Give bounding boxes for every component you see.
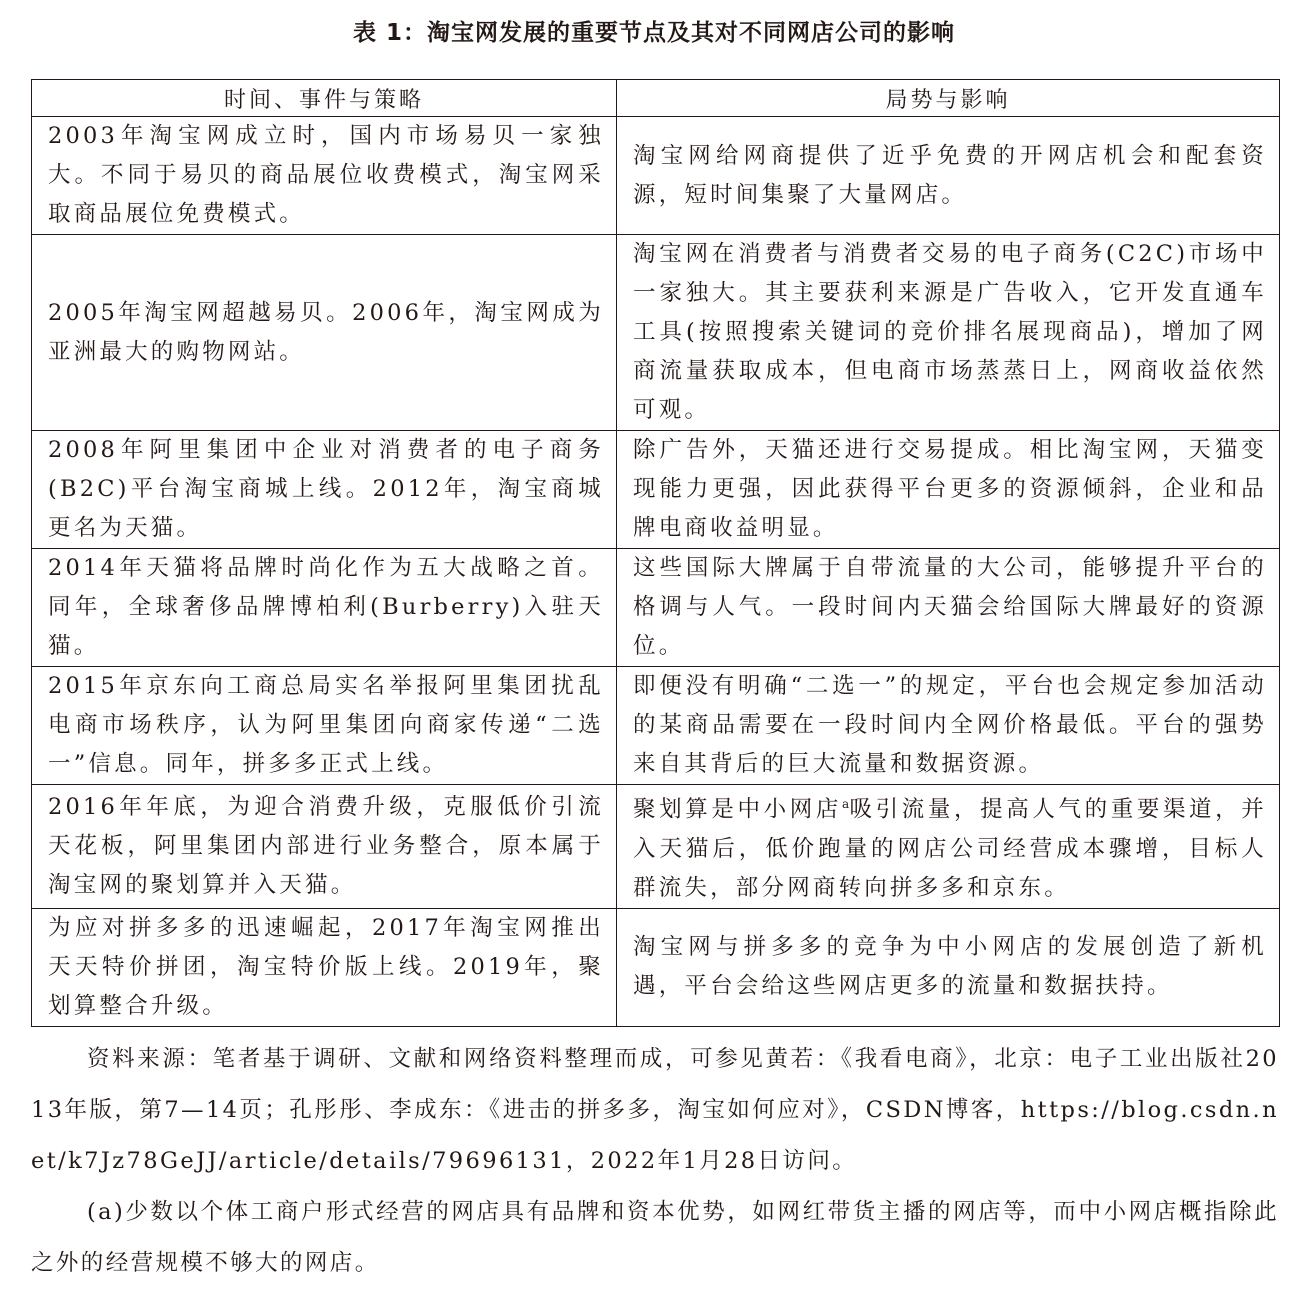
table-row [32,667,1280,785]
events-table [31,79,1280,1027]
impact-cell [617,785,1280,909]
event-cell: 为应对拼多多的迅速崛起，2017年淘宝网推出天天特价拼团，淘宝特价版上线。2019年，聚划算整合升级。 [32,908,617,1026]
event-cell: 2005年淘宝网超越易贝。2006年，淘宝网成为亚洲最大的购物网站。 [32,235,617,431]
event-cell: 2014年天猫将品牌时尚化作为五大战略之首。同年，全球奢侈品牌博柏利(Burberry)入驻天猫。 [32,549,617,667]
impact-cell: 即便没有明确“二选一”的规定，平台也会规定参加活动的某商品需要在一段时间内全网价格最低。平台的强势来自其背后的巨大流量和数据资源。 [617,667,1280,785]
table-row [32,549,1280,667]
impact-cell: 淘宝网与拼多多的竞争为中小网店的发展创造了新机遇，平台会给这些网店更多的流量和数据扶持。 [617,908,1280,1026]
table-row [32,235,1280,431]
source-note: 资料来源：笔者基于调研、文献和网络资料整理而成，可参见黄若：《我看电商》，北京：电子工业出版社2013年版，第7—14页；孔彤彤、李成东：《进击的拼多多，淘宝如何应对》，CSDN博客，https://blog.csdn.net/k7Jz78GeJJ/article/details/79696131，2022年1月28日访问。 [31,1046,1279,1174]
impact-cell: 淘宝网给网商提供了近乎免费的开网店机会和配套资源，短时间集聚了大量网店。 [617,117,1280,235]
impact-text-after: 吸引流量，提高人气的重要渠道，并入天猫后，低价跑量的网店公司经营成本骤增，目标人群流失，部分网商转向拼多多和京东。 [633,796,1267,901]
event-cell: 2016年年底，为迎合消费升级，克服低价引流天花板，阿里集团内部进行业务整合，原本属于淘宝网的聚划算并入天猫。 [32,785,617,909]
table-row [32,908,1280,1026]
impact-cell: 这些国际大牌属于自带流量的大公司，能够提升平台的格调与人气。一段时间内天猫会给国际大牌最好的资源位。 [617,549,1280,667]
column-header-events: 时间、事件与策略 [32,80,617,117]
table-header-row [32,80,1280,117]
table-notes [31,1034,1279,1289]
impact-cell: 淘宝网在消费者与消费者交易的电子商务(C2C)市场中一家独大。其主要获利来源是广告收入，它开发直通车工具(按照搜索关键词的竞价排名展现商品)，增加了网商流量获取成本，但电商市场蒸蒸日上，网商收益依然可观。 [617,235,1280,431]
column-header-impact: 局势与影响 [617,80,1280,117]
table-row [32,117,1280,235]
footnote-a: (a)少数以个体工商户形式经营的网店具有品牌和资本优势，如网红带货主播的网店等，而中小网店概指除此之外的经营规模不够大的网店。 [31,1199,1279,1276]
impact-text-before: 聚划算是中小网店 [633,796,842,823]
event-cell: 2008年阿里集团中企业对消费者的电子商务(B2C)平台淘宝商城上线。2012年，淘宝商城更名为天猫。 [32,431,617,549]
table-row [32,431,1280,549]
event-cell: 2015年京东向工商总局实名举报阿里集团扰乱电商市场秩序，认为阿里集团向商家传递“二选一”信息。同年，拼多多正式上线。 [32,667,617,785]
table-row [32,785,1280,909]
impact-cell: 除广告外，天猫还进行交易提成。相比淘宝网，天猫变现能力更强，因此获得平台更多的资源倾斜，企业和品牌电商收益明显。 [617,431,1280,549]
footnote-marker: a [841,797,850,811]
table-title: 表 1：淘宝网发展的重要节点及其对不同网店公司的影响 [352,20,955,46]
event-cell: 2003年淘宝网成立时，国内市场易贝一家独大。不同于易贝的商品展位收费模式，淘宝网采取商品展位免费模式。 [32,117,617,235]
